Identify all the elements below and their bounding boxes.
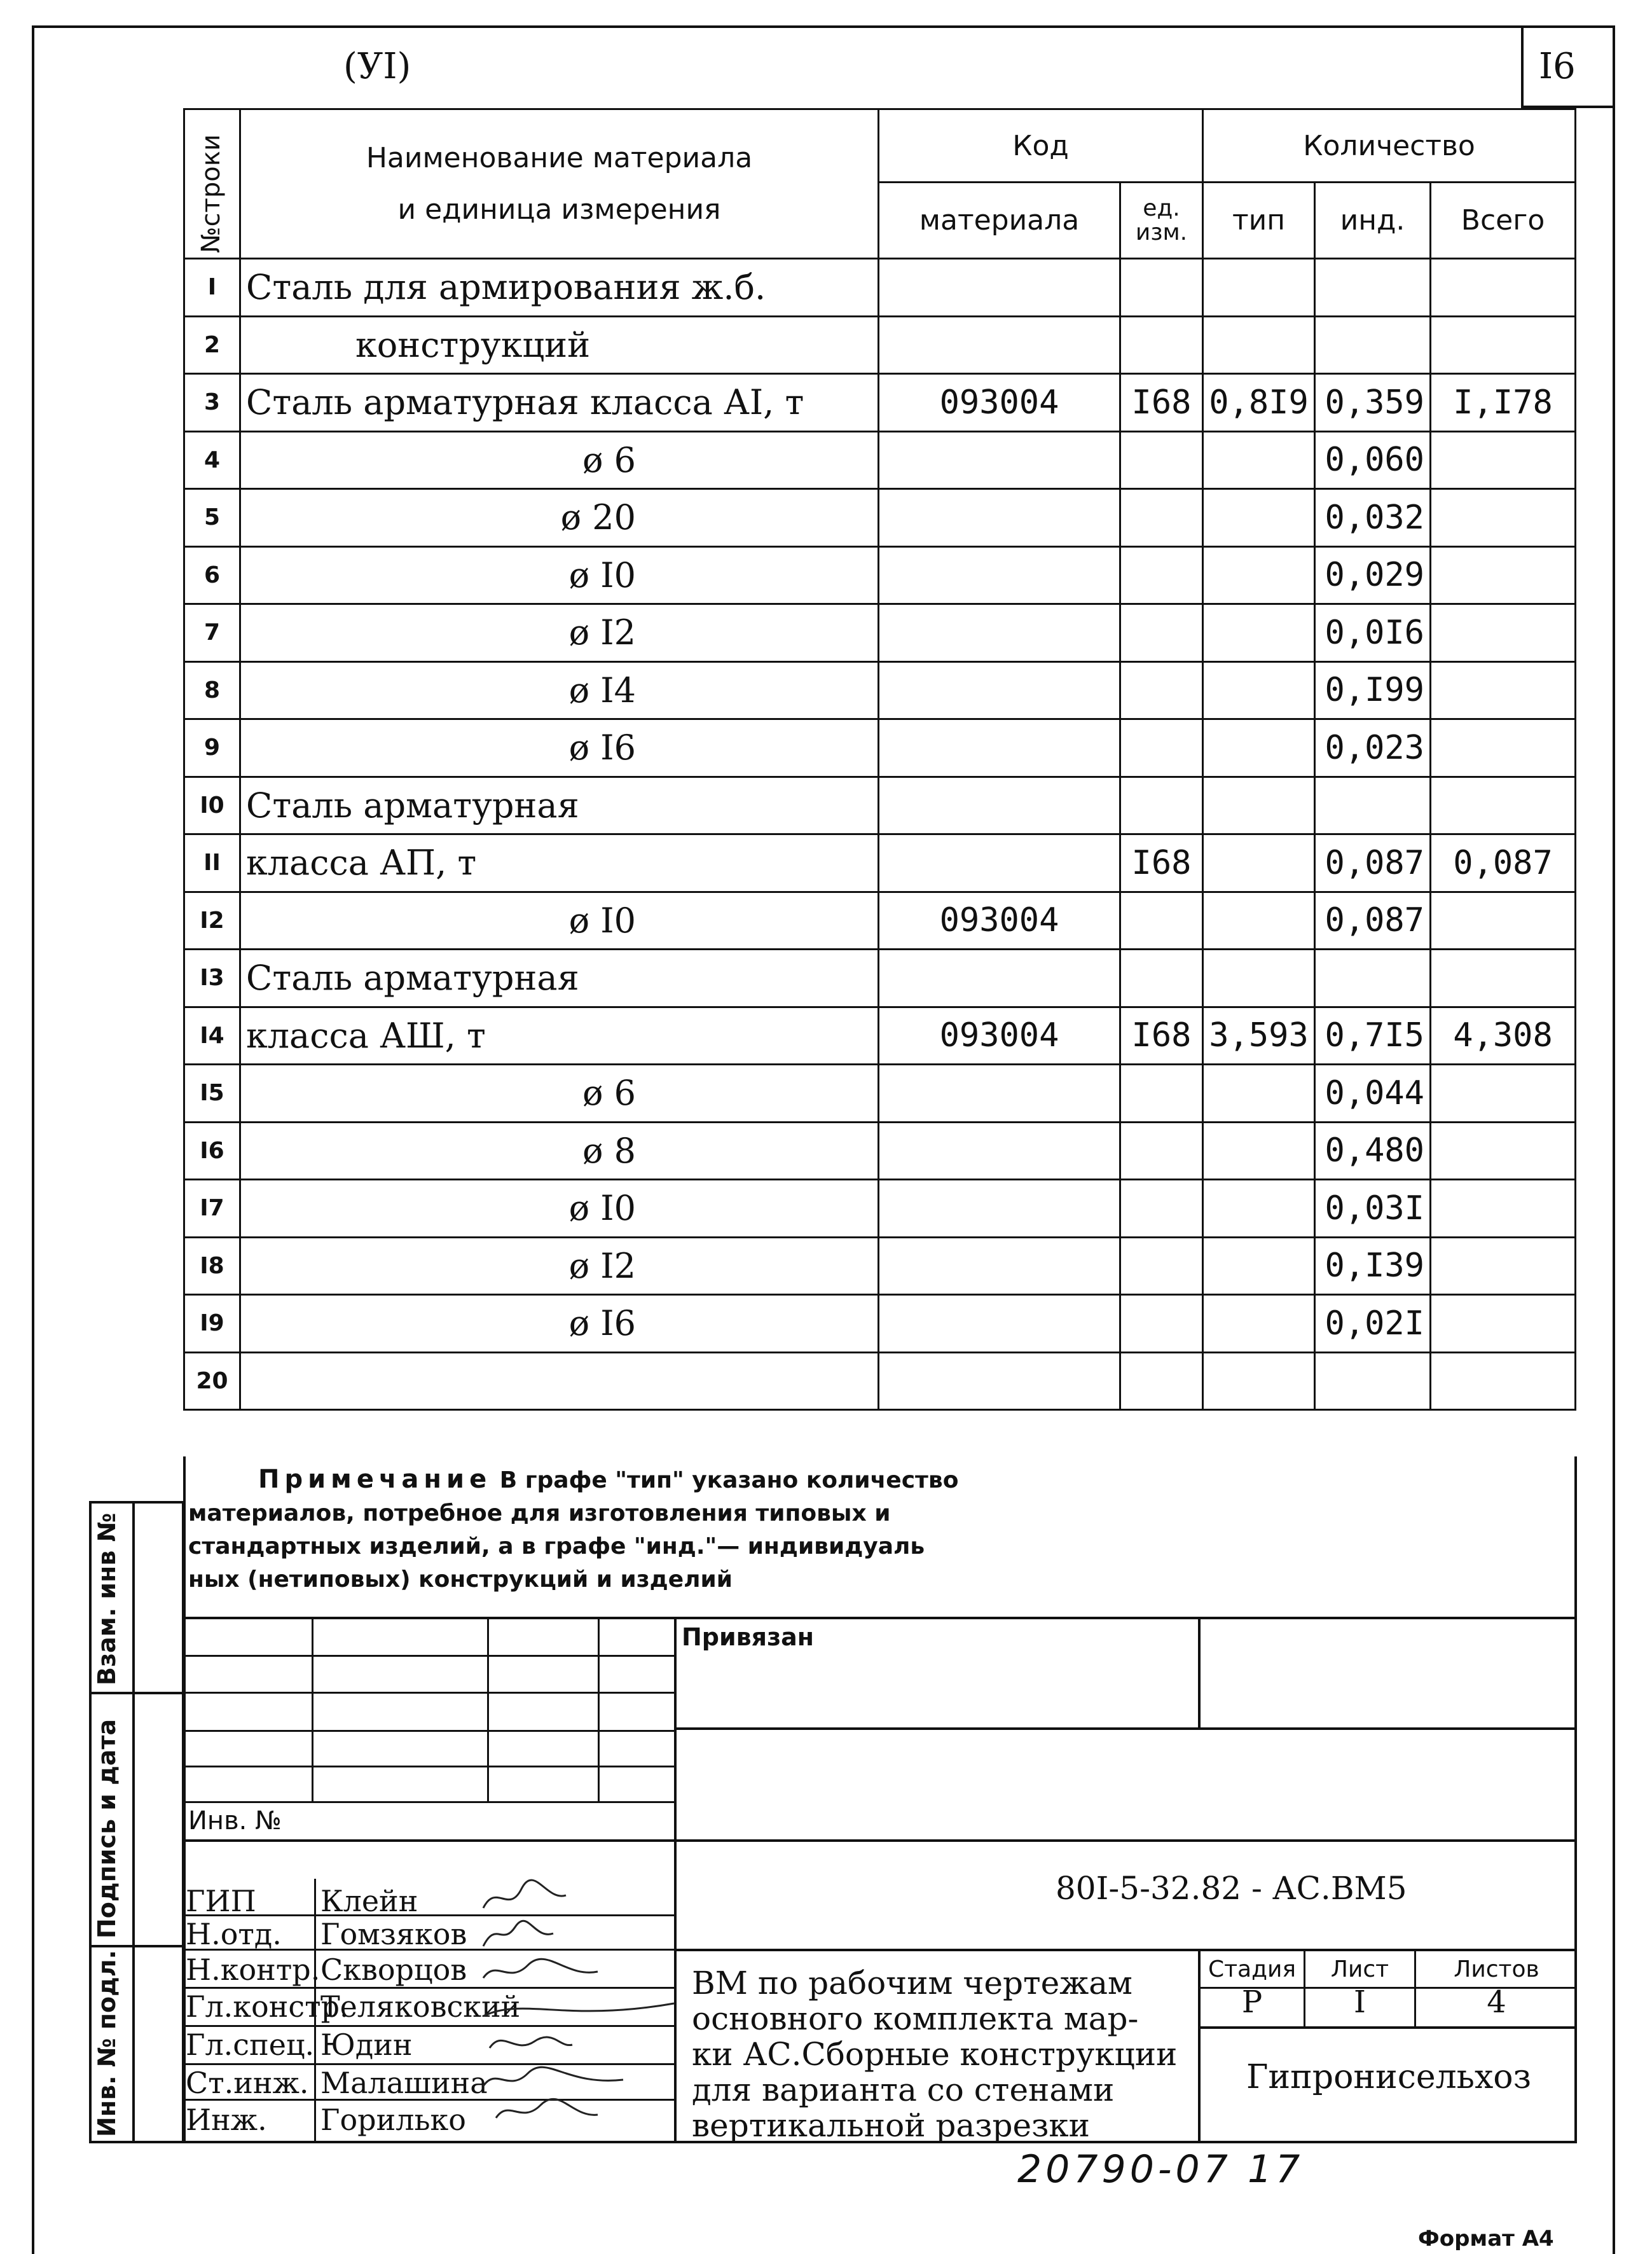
row-code — [879, 1295, 1120, 1353]
sheet-value: I — [1354, 1984, 1366, 2020]
row-name: Сталь арматурная — [240, 777, 879, 834]
row-ind: 0,480 — [1315, 1122, 1431, 1180]
row-name: ø I0 — [240, 892, 879, 950]
row-total — [1431, 1352, 1576, 1410]
row-total — [1431, 719, 1576, 777]
row-unit — [1120, 316, 1203, 374]
row-code — [879, 950, 1120, 1007]
row-name: класса АП, т — [240, 834, 879, 892]
row-total — [1431, 1180, 1576, 1238]
row-code — [879, 1180, 1120, 1238]
table-row — [184, 834, 1576, 892]
row-typ — [1203, 1295, 1315, 1353]
row-number: 20 — [184, 1352, 240, 1410]
row-code — [879, 1065, 1120, 1123]
row-unit — [1120, 1352, 1203, 1410]
description-line: ки АС.Сборные конструкции — [692, 2036, 1178, 2073]
row-ind — [1315, 316, 1431, 374]
row-name: ø I0 — [240, 546, 879, 604]
row-name: ø 20 — [240, 489, 879, 547]
row-code — [879, 1352, 1120, 1410]
description-line: основного комплекта мар- — [692, 2000, 1139, 2037]
row-code — [879, 604, 1120, 662]
row-unit — [1120, 1237, 1203, 1295]
row-ind — [1315, 950, 1431, 1007]
row-number: 4 — [184, 431, 240, 489]
row-ind: 0,03I — [1315, 1180, 1431, 1238]
role-title: ГИП — [186, 1884, 256, 1918]
row-unit — [1120, 546, 1203, 604]
row-unit — [1120, 431, 1203, 489]
row-unit: I68 — [1120, 374, 1203, 432]
row-code — [879, 834, 1120, 892]
row-name — [240, 1352, 879, 1410]
table-row — [184, 431, 1576, 489]
row-total — [1431, 604, 1576, 662]
row-typ — [1203, 546, 1315, 604]
row-number: I3 — [184, 950, 240, 1007]
note-line-2: материалов, потребное для изготовления типовых и — [188, 1500, 891, 1526]
row-code — [879, 1122, 1120, 1180]
role-title: Н.контр. — [186, 1953, 320, 1987]
side-label-inv: Инв. № подл. — [93, 1949, 121, 2137]
side-label-podpis: Подпись и дата — [93, 1718, 121, 1939]
row-ind — [1315, 259, 1431, 317]
note-line-1-text: В графе "тип" указано количество — [492, 1467, 959, 1493]
table-row — [184, 661, 1576, 719]
row-total — [1431, 259, 1576, 317]
row-name: ø I4 — [240, 661, 879, 719]
row-typ — [1203, 1352, 1315, 1410]
row-number: I7 — [184, 1180, 240, 1238]
row-unit: I68 — [1120, 1007, 1203, 1065]
row-number: 8 — [184, 661, 240, 719]
qty-total-header: Всего — [1431, 183, 1576, 259]
row-ind: 0,029 — [1315, 546, 1431, 604]
row-ind: 0,032 — [1315, 489, 1431, 547]
table-row — [184, 1237, 1576, 1295]
format-label: Формат А4 — [1418, 2226, 1554, 2251]
row-unit: I68 — [1120, 834, 1203, 892]
row-total — [1431, 1237, 1576, 1295]
row-total — [1431, 316, 1576, 374]
rownum-header — [184, 109, 240, 259]
row-total — [1431, 431, 1576, 489]
row-number: I4 — [184, 1007, 240, 1065]
description-line: вертикальной разрезки — [692, 2107, 1090, 2144]
row-unit — [1120, 661, 1203, 719]
code-material-header: материала — [879, 183, 1120, 259]
code-header: Код — [879, 109, 1203, 183]
row-ind: 0,023 — [1315, 719, 1431, 777]
row-typ — [1203, 431, 1315, 489]
row-typ — [1203, 950, 1315, 1007]
row-code — [879, 259, 1120, 317]
name-header-line1: Наименование материала — [366, 142, 753, 174]
row-unit — [1120, 259, 1203, 317]
qty-typ-header: тип — [1203, 183, 1315, 259]
row-typ — [1203, 1237, 1315, 1295]
row-total: 0,087 — [1431, 834, 1576, 892]
description — [692, 1965, 1177, 2143]
row-total — [1431, 1295, 1576, 1353]
table-row — [184, 316, 1576, 374]
row-typ — [1203, 489, 1315, 547]
row-typ — [1203, 661, 1315, 719]
row-name: ø I0 — [240, 1180, 879, 1238]
note-line-3: стандартных изделий, а в графе "инд."— индивидуаль — [188, 1533, 925, 1559]
sheet-label: Лист — [1330, 1956, 1389, 1982]
table-row — [184, 1007, 1576, 1065]
table-row — [184, 1065, 1576, 1123]
role-person: Скворцов — [320, 1953, 467, 1987]
row-typ — [1203, 1122, 1315, 1180]
row-unit — [1120, 892, 1203, 950]
section-label: (УI) — [343, 46, 411, 87]
row-code: 093004 — [879, 1007, 1120, 1065]
stage-value: Р — [1241, 1984, 1263, 2020]
row-ind: 0,087 — [1315, 892, 1431, 950]
row-unit — [1120, 1295, 1203, 1353]
row-code — [879, 777, 1120, 834]
row-unit — [1120, 604, 1203, 662]
row-typ — [1203, 1180, 1315, 1238]
row-number: I8 — [184, 1237, 240, 1295]
stage-label: Стадия — [1208, 1956, 1297, 1982]
row-unit — [1120, 719, 1203, 777]
sheets-label: Листов — [1454, 1956, 1539, 1982]
rownum-header-text: №строки — [196, 134, 226, 253]
role-person: Теляковский — [320, 1989, 521, 2024]
table-row — [184, 950, 1576, 1007]
doc-code: 80I-5-32.82 - АС.ВМ5 — [1056, 1870, 1407, 1907]
page-number: I6 — [1539, 46, 1576, 87]
row-number: II — [184, 834, 240, 892]
row-total: I,I78 — [1431, 374, 1576, 432]
row-typ — [1203, 1065, 1315, 1123]
table-row — [184, 374, 1576, 432]
row-total — [1431, 546, 1576, 604]
row-total: 4,308 — [1431, 1007, 1576, 1065]
row-typ: 3,593 — [1203, 1007, 1315, 1065]
row-ind: 0,02I — [1315, 1295, 1431, 1353]
privyazan-label: Привязан — [682, 1623, 815, 1651]
row-unit — [1120, 1122, 1203, 1180]
row-ind: 0,I99 — [1315, 661, 1431, 719]
quantity-header: Количество — [1203, 109, 1576, 183]
row-code: 093004 — [879, 374, 1120, 432]
row-name: ø 8 — [240, 1122, 879, 1180]
description-line: ВМ по рабочим чертежам — [692, 1965, 1132, 2002]
role-title: Гл.констр. — [186, 1989, 349, 2024]
row-typ — [1203, 719, 1315, 777]
row-code — [879, 661, 1120, 719]
role-title: Гл.спец. — [186, 2028, 315, 2062]
row-unit — [1120, 489, 1203, 547]
row-name: ø 6 — [240, 1065, 879, 1123]
row-unit — [1120, 1180, 1203, 1238]
row-name: ø I2 — [240, 1237, 879, 1295]
table-row — [184, 546, 1576, 604]
role-person: Горилько — [320, 2103, 466, 2137]
row-code — [879, 546, 1120, 604]
table-row — [184, 1352, 1576, 1410]
row-total — [1431, 489, 1576, 547]
row-name: Сталь арматурная — [240, 950, 879, 1007]
row-name: Сталь арматурная класса АI, т — [240, 374, 879, 432]
row-code — [879, 316, 1120, 374]
organization: Гипронисельхоз — [1246, 2058, 1531, 2096]
row-typ — [1203, 316, 1315, 374]
row-ind: 0,0I6 — [1315, 604, 1431, 662]
side-label-vzam: Взам. инв № — [93, 1512, 121, 1685]
note-line-4: ных (нетиповых) конструкций и изделий — [188, 1566, 733, 1593]
table-row — [184, 777, 1576, 834]
table-row — [184, 892, 1576, 950]
row-number: 3 — [184, 374, 240, 432]
materials-table — [183, 108, 1576, 1411]
row-number: I5 — [184, 1065, 240, 1123]
row-typ — [1203, 604, 1315, 662]
name-header-line2: и единица измерения — [397, 193, 721, 226]
row-number: 7 — [184, 604, 240, 662]
signatures — [471, 1876, 699, 2143]
row-name: ø I6 — [240, 1295, 879, 1353]
row-code — [879, 489, 1120, 547]
row-name: ø I2 — [240, 604, 879, 662]
role-title: Ст.инж. — [186, 2066, 309, 2100]
row-number: I6 — [184, 1122, 240, 1180]
row-ind: 0,359 — [1315, 374, 1431, 432]
row-total — [1431, 1065, 1576, 1123]
row-ind: 0,087 — [1315, 834, 1431, 892]
note-label: Примечание — [258, 1465, 492, 1494]
row-number: I — [184, 259, 240, 317]
row-name: ø I6 — [240, 719, 879, 777]
row-number: 6 — [184, 546, 240, 604]
row-ind: 0,044 — [1315, 1065, 1431, 1123]
inv-no-label: Инв. № — [188, 1806, 282, 1836]
row-code — [879, 431, 1120, 489]
row-unit — [1120, 950, 1203, 1007]
table-row — [184, 1122, 1576, 1180]
name-header — [240, 109, 879, 259]
row-number: I0 — [184, 777, 240, 834]
handwritten-number: 20790-07 17 — [1017, 2147, 1304, 2192]
row-total — [1431, 661, 1576, 719]
row-total — [1431, 777, 1576, 834]
role-title: Инж. — [186, 2103, 267, 2137]
role-title: Н.отд. — [186, 1917, 282, 1951]
role-person: Клейн — [320, 1884, 418, 1918]
row-number: 5 — [184, 489, 240, 547]
row-name: класса АШ, т — [240, 1007, 879, 1065]
row-code — [879, 1237, 1120, 1295]
row-number: I9 — [184, 1295, 240, 1353]
row-ind: 0,060 — [1315, 431, 1431, 489]
role-person: Малашина — [320, 2066, 488, 2100]
table-row — [184, 259, 1576, 317]
row-typ — [1203, 834, 1315, 892]
role-person: Гомзяков — [320, 1917, 467, 1951]
row-name: Сталь для армирования ж.б. — [240, 259, 879, 317]
row-typ — [1203, 777, 1315, 834]
sheets-value: 4 — [1487, 1984, 1506, 2020]
row-number: I2 — [184, 892, 240, 950]
table-row — [184, 489, 1576, 547]
row-typ — [1203, 892, 1315, 950]
table-row — [184, 1295, 1576, 1353]
role-person: Юдин — [320, 2028, 413, 2062]
row-total — [1431, 1122, 1576, 1180]
row-name: конструкций — [240, 316, 879, 374]
row-ind — [1315, 1352, 1431, 1410]
table-row — [184, 1180, 1576, 1238]
row-ind: 0,I39 — [1315, 1237, 1431, 1295]
qty-ind-header: инд. — [1315, 183, 1431, 259]
row-ind — [1315, 777, 1431, 834]
row-code — [879, 719, 1120, 777]
row-unit — [1120, 777, 1203, 834]
code-unit-header: ед. изм. — [1120, 183, 1203, 259]
row-name: ø 6 — [240, 431, 879, 489]
table-row — [184, 719, 1576, 777]
row-unit — [1120, 1065, 1203, 1123]
table-row — [184, 604, 1576, 662]
row-total — [1431, 950, 1576, 1007]
row-number: 2 — [184, 316, 240, 374]
row-code: 093004 — [879, 892, 1120, 950]
row-total — [1431, 892, 1576, 950]
row-ind: 0,7I5 — [1315, 1007, 1431, 1065]
row-number: 9 — [184, 719, 240, 777]
row-typ — [1203, 259, 1315, 317]
row-typ: 0,8I9 — [1203, 374, 1315, 432]
description-line: для варианта со стенами — [692, 2071, 1115, 2108]
